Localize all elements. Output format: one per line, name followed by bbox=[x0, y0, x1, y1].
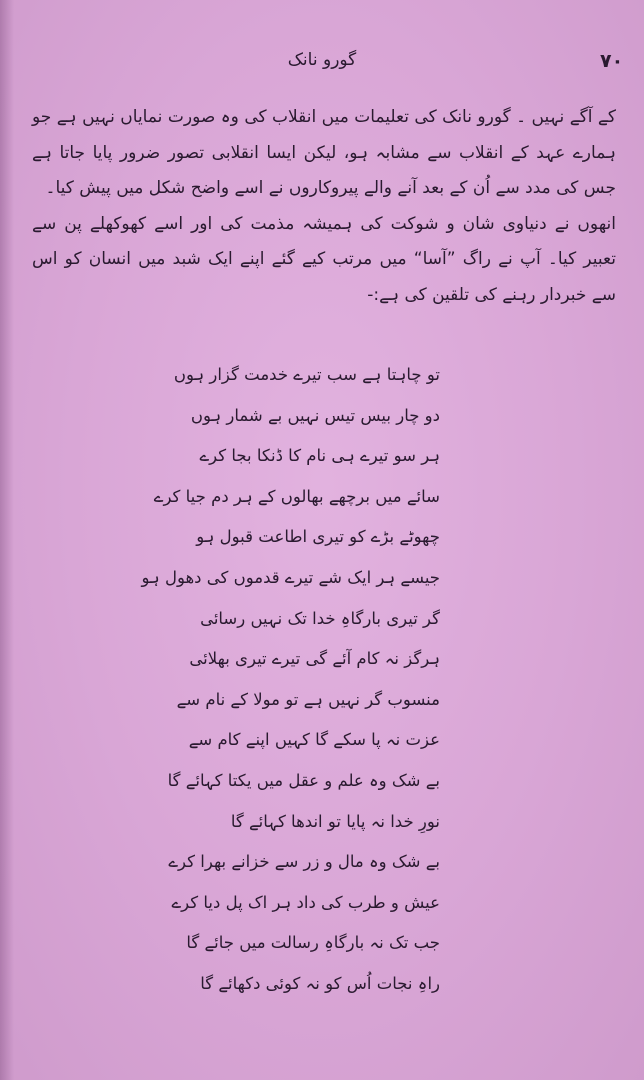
prose-paragraph: کے آگے نہیں ۔ گورو نانک کی تعلیمات میں انقلاب کی وہ صورت نمایاں نہیں ہے جو ہمارے عہد کے انقلاب سے مشابہ ہو، لیکن ایسا انقلابی تصور ضرور پایا جاتا ہے جس کی مدد سے اُن کے بعد آنے والے پیروکاروں نے اسے واضح شکل میں پیش کیا۔ bbox=[32, 107, 616, 199]
poem-line: تو چاہتا ہے سب تیرے خدمت گزار ہوں bbox=[173, 365, 440, 384]
poem-block bbox=[141, 355, 440, 1005]
poem-line: جب تک نہ بارگاہِ رسالت میں جائے گا bbox=[186, 933, 440, 953]
page-number: ٧٠ bbox=[600, 50, 624, 72]
running-title: گورو نانک bbox=[287, 50, 357, 70]
poem-line: ہرگز نہ کام آئے گی تیرے تیری بھلائی bbox=[189, 649, 440, 669]
poem-line: نورِ خدا نہ پایا تو اندھا کہائے گا bbox=[230, 811, 440, 831]
page-header bbox=[40, 50, 624, 90]
poem-line: راہِ نجات اُس کو نہ کوئی دکھائے گا bbox=[200, 973, 440, 993]
poem-line: عزت نہ پا سکے گا کہیں اپنے کام سے bbox=[188, 730, 440, 750]
prose-paragraph: انھوں نے دنیاوی شان و شوکت کی ہمیشہ مذمت کی اور اسے کھوکھلے پن سے تعبیر کیا۔ آپ نے راگ ”آسا“ میں مرتب کیے گئے اپنے ایک شبد میں انسان کو اس سے خبردار رہنے کی تلقین کی ہے:- bbox=[32, 213, 616, 305]
poem-line: منسوب گر نہیں ہے تو مولا کے نام سے bbox=[176, 689, 440, 709]
prose-body bbox=[32, 100, 616, 314]
poem-line: گر تیری بارگاہِ خدا تک نہیں رسائی bbox=[200, 608, 440, 628]
poem-line: جیسے ہر ایک شے تیرے قدموں کی دھول ہو bbox=[141, 567, 440, 587]
poem-line: بے شک وہ علم و عقل میں یکتا کہائے گا bbox=[167, 770, 440, 790]
page-edge-shadow bbox=[0, 0, 14, 1080]
poem-line: ہر سو تیرے ہی نام کا ڈنکا بجا کرے bbox=[199, 446, 440, 466]
poem-line: عیش و طرب کی داد ہر اک پل دیا کرے bbox=[171, 892, 440, 912]
poem-line: چھوٹے بڑے کو تیری اطاعت قبول ہو bbox=[196, 527, 440, 547]
poem-line: دو چار بیس تیس نہیں بے شمار ہوں bbox=[190, 405, 440, 425]
poem-line: بے شک وہ مال و زر سے خزانے بھرا کرے bbox=[168, 852, 440, 872]
poem-line: سائے میں برچھے بھالوں کے ہر دم جیا کرے bbox=[153, 486, 440, 506]
